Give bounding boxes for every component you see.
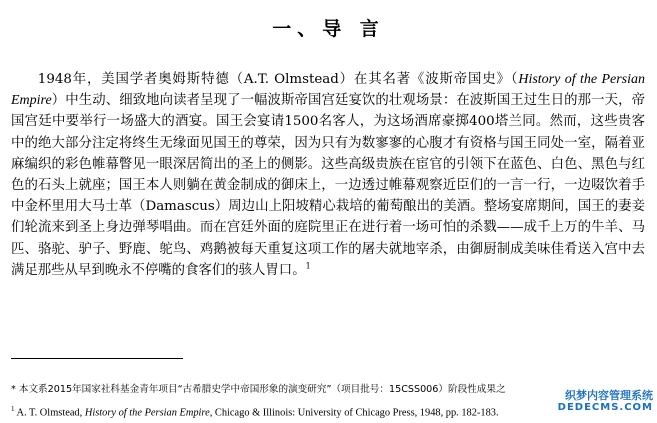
footnote-reference[interactable]: 1 [305, 261, 311, 271]
footnote-funding-text: 本文系2015年国家社科基金青年项目“古希腊史学中帝国形象的演变研究”（项目批号：15CSS006）阶段性成果之 [15, 384, 506, 395]
watermark [558, 390, 653, 414]
section-heading: 一、导 言 [272, 18, 385, 40]
citation-details: , Chicago & Illinois: University of Chicago Press, 1948, pp. 182-183. [209, 407, 499, 419]
book-title-english: History of the Persian Empire [11, 72, 645, 109]
watermark-cn: 织梦内容管理系统 [565, 389, 653, 402]
footnote-number: 1 [11, 405, 15, 413]
footnote-divider [11, 358, 183, 359]
footnote-funding [11, 383, 651, 397]
citation-author: A. T. Olmstead, [14, 407, 85, 419]
citation-title: History of the Persian Empire [84, 407, 210, 419]
footnote-star-mark: * [11, 384, 16, 395]
paragraph-text-part2: ）中生动、细致地向读者呈现了一幅波斯帝国宫廷宴饮的壮观场景：在波斯国王过生日的那一天，帝国宫廷中要举行一场盛大的酒宴。国王会宴请1500名客人，为这场酒席豪掷400塔兰同。然而，这些贵客中的绝大部分注定将终生无缘面见国王的尊荣，因为只有为数寥寥的心腹才有资格与国王同处一室，隔着亚麻编织的彩色帷幕瞥见一眼深居简出的圣上的侧影。这些高级贵族在宦官的引领下在蓝色、白色、黑色与红色的石头上就座；国王本人则躺在黄金制成的御床上，一边透过帷幕观察近臣们的一言一行，一边啜饮着手中金杯里用大马士革（Damascus）周边山上阳坡精心栽培的葡萄酿出的美酒。整场宴席期间，国王的妻妾们轮流来到圣上身边弹琴唱曲。而在宫廷外面的庭院里正在进行着一场可怕的杀戮——成千上万的牛羊、马匹、骆驼、驴子、野鹿、鸵鸟、鸡鹅被每天重复这项工作的屠夫就地宰杀，由御厨制成美味佳肴送入宫中去满足那些从早到晚永不停嘴的食客们的骇人胃口。 [11, 93, 645, 278]
watermark-en: DEDECMS.COM [557, 402, 653, 413]
footnote-citation [11, 402, 571, 420]
body-paragraph [11, 69, 645, 281]
paragraph-text-part1: 1948年，美国学者奥姆斯特德（A.T. Olmstead）在其名著《波斯帝国史》（ [37, 72, 519, 87]
